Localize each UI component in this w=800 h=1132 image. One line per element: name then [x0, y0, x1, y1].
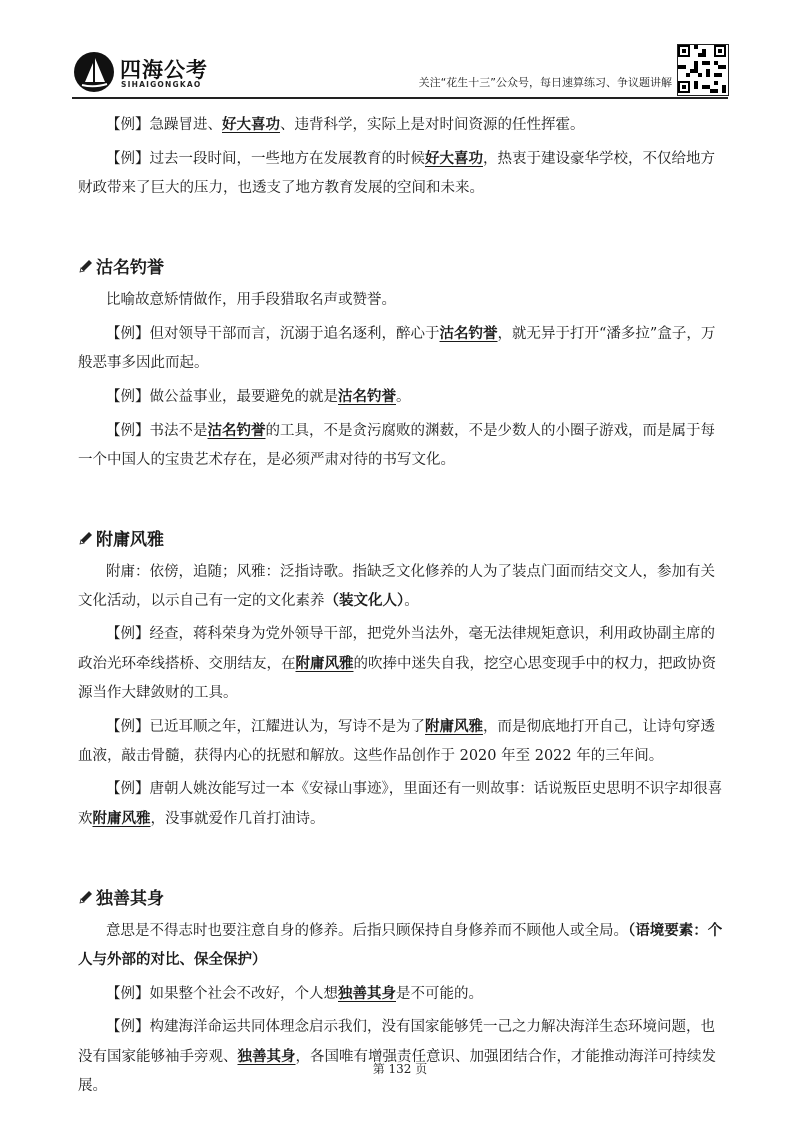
example-paragraph: 【例】已近耳顺之年，江耀进认为，写诗不是为了附庸风雅，而是彻底地打开自己，让诗句穿透血液，敲击骨髓，获得内心的抚慰和解放。这些作品创作于 2020 年至 2022 年的三年间。: [78, 718, 715, 764]
idiom-heading: 独善其身: [78, 884, 728, 909]
idiom-term: 沽名钓誉: [439, 325, 498, 342]
idiom-term: 附庸风雅: [295, 655, 354, 672]
idiom-term: 独善其身: [338, 985, 396, 1002]
definition-paragraph: 附庸：依傍，追随；风雅：泛指诗歌。指缺乏文化修养的人为了装点门面而结交文人，参加有关文化活动，以示自己有一定的文化素养（装文化人）。: [78, 564, 715, 609]
example-paragraph: 【例】急躁冒进、好大喜功、违背科学，实际上是对时间资源的任性挥霍。: [106, 116, 585, 133]
idiom-term: 好大喜功: [222, 116, 280, 133]
idiom-heading: 沽名钓誉: [78, 253, 728, 278]
definition-paragraph: 比喻故意矫情做作，用手段猎取名声或赞誉。: [106, 292, 396, 308]
page-header: [0, 0, 800, 108]
idiom-term: 附庸风雅: [425, 718, 483, 735]
definition-note: （装文化人）: [324, 593, 405, 609]
example-paragraph: 【例】书法不是沽名钓誉的工具，不是贪污腐败的渊薮，不是少数人的小圈子游戏，而是属于每一个中国人的宝贵艺术存在，是必须严肃对待的书写文化。: [78, 422, 715, 468]
example-paragraph: 【例】如果整个社会不改好，个人想独善其身是不可能的。: [106, 985, 483, 1002]
pencil-icon: [78, 258, 94, 274]
example-paragraph: 【例】经查，蒋科荣身为党外领导干部，把党外当法外，毫无法律规矩意识，利用政协副主席的政治光环牵线搭桥、交朋结友，在附庸风雅的吹捧中迷失自我，挖空心思变现手中的权力，把政协资源当作大肆敛财的工具。: [78, 626, 716, 701]
page-content: [78, 110, 728, 1105]
idiom-term: 独善其身: [237, 1048, 296, 1065]
pencil-icon: [78, 889, 94, 905]
example-paragraph: 【例】做公益事业，最要避免的就是沽名钓誉。: [106, 388, 411, 405]
idiom-heading: 附庸风雅: [78, 525, 728, 550]
brand-subtitle: SIHAIGONGKAO: [121, 80, 202, 89]
sailboat-logo-icon: [74, 52, 114, 92]
example-paragraph: 【例】构建海洋命运共同体理念启示我们，没有国家能够凭一己之力解决海洋生态环境问题，也没有国家能够袖手旁观、独善其身，各国唯有增强责任意识、加强团结合作，才能推动海洋可持续发展。: [78, 1019, 716, 1094]
example-paragraph: 【例】过去一段时间，一些地方在发展教育的时候好大喜功，热衷于建设豪华学校，不仅给地方财政带来了巨大的压力，也透支了地方教育发展的空间和未来。: [78, 150, 715, 196]
example-paragraph: 【例】唐朝人姚汝能写过一本《安禄山事迹》，里面还有一则故事：话说叛臣史思明不识字却很喜欢附庸风雅，没事就爱作几首打油诗。: [78, 781, 723, 827]
definition-paragraph: 意思是不得志时也要注意自身的修养。后指只顾保持自身修养而不顾他人或全局。（语境要素：个人与外部的对比、保全保护）: [78, 923, 723, 968]
header-divider: [72, 97, 728, 99]
qr-code-icon: [677, 44, 729, 96]
follow-notice: 关注“花生十三”公众号，每日速算练习、争议题讲解: [418, 76, 672, 89]
definition-note: （语境要素：个人与外部的对比、保全保护）: [78, 923, 723, 968]
idiom-term: 沽名钓誉: [338, 388, 396, 405]
brand-name: 四海公考: [120, 58, 208, 82]
example-paragraph: 【例】但对领导干部而言，沉溺于追名逐利，醉心于沽名钓誉，就无异于打开“潘多拉”盒子，万般恶事多因此而起。: [78, 325, 716, 371]
idiom-term: 好大喜功: [425, 150, 483, 167]
page-number: 第 132 页: [372, 1062, 428, 1076]
idiom-term: 沽名钓誉: [207, 422, 266, 439]
idiom-term: 附庸风雅: [92, 810, 151, 827]
brand-logo: [74, 52, 224, 92]
pencil-icon: [78, 530, 94, 546]
